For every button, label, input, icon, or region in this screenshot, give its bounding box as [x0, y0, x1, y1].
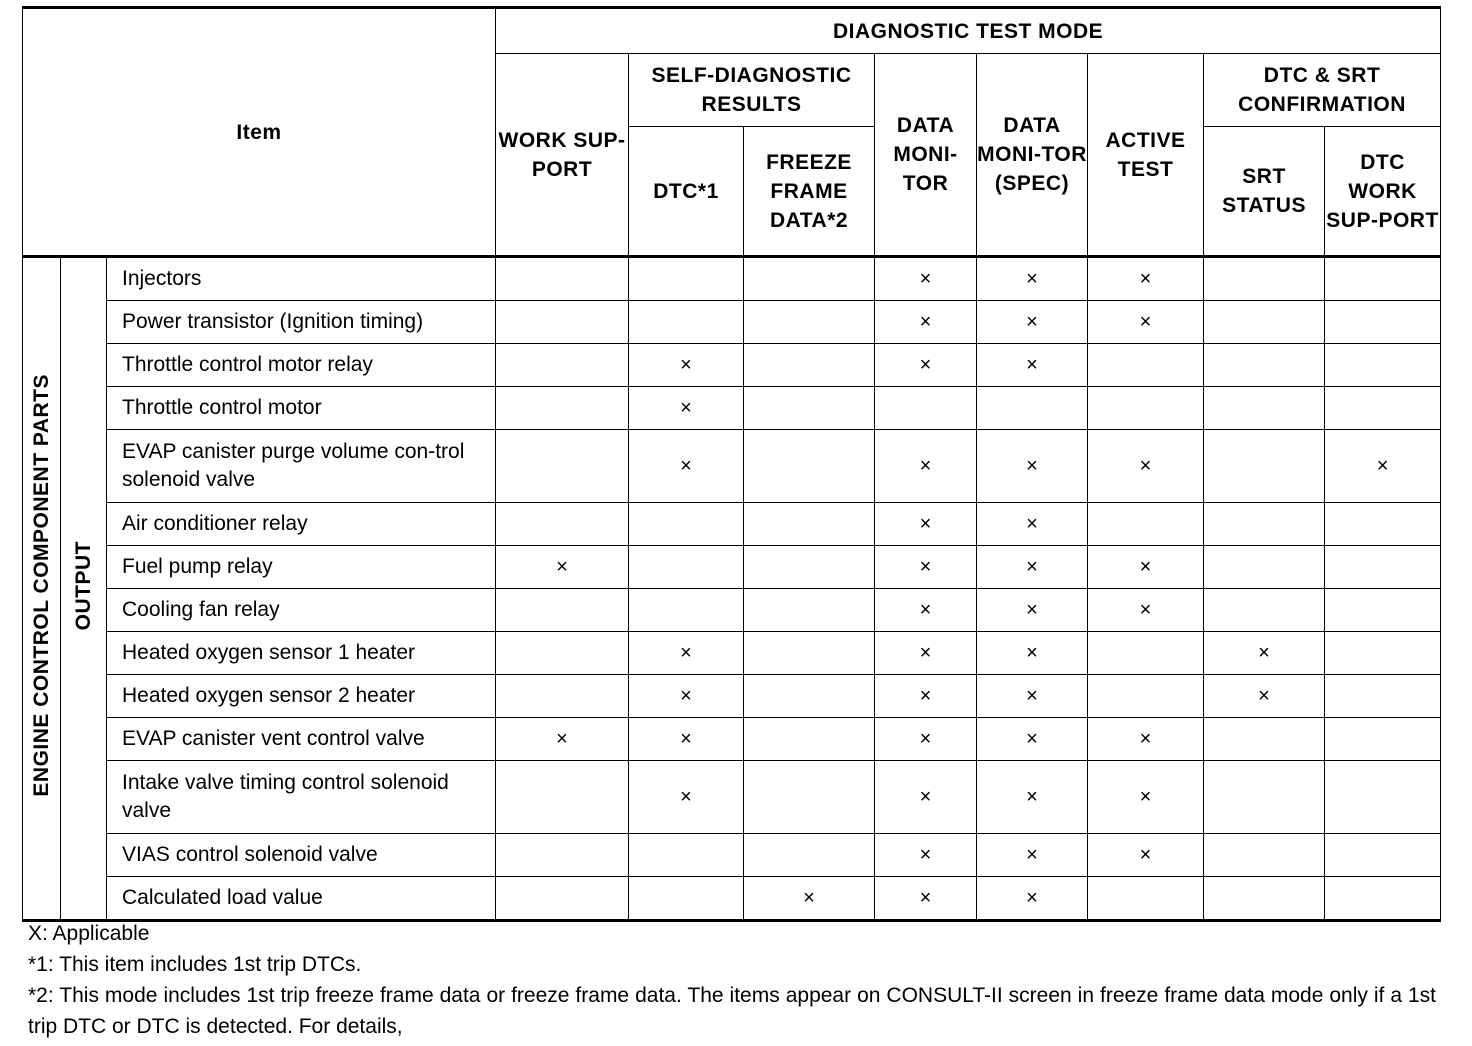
mark-cell: [1325, 546, 1441, 589]
mark-cell: [1204, 344, 1325, 387]
mark-cell: ×: [1204, 675, 1325, 718]
mark-cell: ×: [629, 344, 744, 387]
table-body: [23, 257, 1441, 921]
mark-cell: ×: [496, 546, 629, 589]
mark-cell: [629, 257, 744, 301]
mark-cell: ×: [629, 761, 744, 834]
mark-cell: [1088, 632, 1204, 675]
mark-cell: [1204, 301, 1325, 344]
note-applicable: X: Applicable: [28, 922, 150, 945]
active-test-header: ACTIVE TEST: [1088, 54, 1204, 257]
mark-cell: ×: [875, 877, 977, 921]
item-cell: Intake valve timing control solenoid valve: [107, 761, 496, 834]
mark-cell: [496, 675, 629, 718]
item-cell: Injectors: [107, 257, 496, 301]
mark-cell: [744, 675, 875, 718]
footnotes: [28, 918, 1436, 1042]
mark-cell: [1325, 257, 1441, 301]
dtc-work-support-header: DTC WORK SUP-PORT: [1325, 127, 1441, 257]
srt-status-header: SRT STATUS: [1204, 127, 1325, 257]
mark-cell: [496, 387, 629, 430]
mark-cell: ×: [977, 834, 1088, 877]
item-header: Item: [23, 8, 496, 257]
mark-cell: [1325, 834, 1441, 877]
mark-cell: ×: [875, 430, 977, 503]
mark-cell: [496, 632, 629, 675]
mark-cell: ×: [977, 589, 1088, 632]
mark-cell: [744, 503, 875, 546]
mark-cell: [1204, 718, 1325, 761]
mark-cell: ×: [977, 257, 1088, 301]
mark-cell: [1088, 877, 1204, 921]
mark-cell: ×: [875, 546, 977, 589]
table-row: [23, 675, 1441, 718]
mark-cell: ×: [875, 718, 977, 761]
mark-cell: [744, 387, 875, 430]
item-cell: Fuel pump relay: [107, 546, 496, 589]
mark-cell: [496, 589, 629, 632]
output-text: OUTPUT: [71, 540, 95, 631]
table-row: [23, 387, 1441, 430]
table-row: [23, 718, 1441, 761]
mark-cell: ×: [875, 834, 977, 877]
item-cell: Calculated load value: [107, 877, 496, 921]
mark-cell: [1204, 257, 1325, 301]
mark-cell: ×: [1088, 430, 1204, 503]
item-cell: EVAP canister purge volume con-trol solenoid valve: [107, 430, 496, 503]
mark-cell: [744, 761, 875, 834]
mark-cell: ×: [977, 718, 1088, 761]
mark-cell: [1325, 387, 1441, 430]
mark-cell: ×: [977, 761, 1088, 834]
diagnostic-table-page: [22, 6, 1440, 1038]
mark-cell: [1204, 589, 1325, 632]
mark-cell: [744, 546, 875, 589]
mark-cell: [496, 761, 629, 834]
mark-cell: ×: [875, 589, 977, 632]
table-row: [23, 257, 1441, 301]
mark-cell: ×: [629, 430, 744, 503]
mark-cell: [629, 877, 744, 921]
mark-cell: ×: [1088, 301, 1204, 344]
mark-cell: [1325, 675, 1441, 718]
mark-cell: ×: [875, 761, 977, 834]
mark-cell: [744, 344, 875, 387]
mark-cell: [629, 546, 744, 589]
mark-cell: [977, 387, 1088, 430]
mark-cell: ×: [977, 632, 1088, 675]
mark-cell: [1204, 503, 1325, 546]
mark-cell: ×: [1088, 589, 1204, 632]
mark-cell: ×: [977, 877, 1088, 921]
mark-cell: [744, 301, 875, 344]
mark-cell: ×: [977, 430, 1088, 503]
table-row: [23, 761, 1441, 834]
mark-cell: [629, 589, 744, 632]
table-row: [23, 503, 1441, 546]
mark-cell: ×: [875, 675, 977, 718]
mark-cell: [744, 834, 875, 877]
table-row: [23, 589, 1441, 632]
table-row: [23, 301, 1441, 344]
item-cell: Heated oxygen sensor 1 heater: [107, 632, 496, 675]
mark-cell: [744, 632, 875, 675]
table-row: [23, 430, 1441, 503]
mark-cell: ×: [977, 675, 1088, 718]
mark-cell: [1088, 675, 1204, 718]
note-2: *2: This mode includes 1st trip freeze frame data or freeze frame data. The items appear on CONSULT-II screen in freeze frame data mode only if a 1st trip DTC or DTC is detected. For details,: [28, 984, 1436, 1038]
mark-cell: [1325, 632, 1441, 675]
self-diagnostic-results-header: SELF-DIAGNOSTIC RESULTS: [629, 54, 875, 127]
mark-cell: [875, 387, 977, 430]
mark-cell: ×: [875, 632, 977, 675]
mark-cell: [744, 430, 875, 503]
engine-control-component-parts-text: ENGINE CONTROL COMPONENT PARTS: [29, 374, 53, 797]
engine-control-component-parts-label: [23, 257, 61, 921]
table-row: [23, 834, 1441, 877]
mark-cell: [744, 589, 875, 632]
table-row: [23, 632, 1441, 675]
data-monitor-header: DATA MONI-TOR: [875, 54, 977, 257]
mark-cell: [1325, 301, 1441, 344]
mark-cell: ×: [1204, 632, 1325, 675]
mark-cell: ×: [875, 257, 977, 301]
mark-cell: [496, 834, 629, 877]
mark-cell: [1325, 503, 1441, 546]
mark-cell: ×: [1088, 761, 1204, 834]
mark-cell: ×: [629, 632, 744, 675]
table-row: [23, 344, 1441, 387]
item-cell: Power transistor (Ignition timing): [107, 301, 496, 344]
item-cell: Air conditioner relay: [107, 503, 496, 546]
mark-cell: [1204, 834, 1325, 877]
mark-cell: [496, 301, 629, 344]
mark-cell: ×: [496, 718, 629, 761]
mark-cell: [1204, 546, 1325, 589]
mark-cell: [744, 718, 875, 761]
mark-cell: [496, 430, 629, 503]
mark-cell: [1325, 877, 1441, 921]
mark-cell: [1088, 503, 1204, 546]
mark-cell: [496, 877, 629, 921]
mark-cell: ×: [629, 718, 744, 761]
table-row: [23, 877, 1441, 921]
mark-cell: ×: [1325, 430, 1441, 503]
output-label: [61, 257, 107, 921]
data-monitor-spec-header: DATA MONI-TOR (SPEC): [977, 54, 1088, 257]
mark-cell: ×: [875, 344, 977, 387]
item-cell: Heated oxygen sensor 2 heater: [107, 675, 496, 718]
item-cell: EVAP canister vent control valve: [107, 718, 496, 761]
mark-cell: [1204, 387, 1325, 430]
mark-cell: [629, 503, 744, 546]
mark-cell: [496, 257, 629, 301]
dtc-header: DTC*1: [629, 127, 744, 257]
mark-cell: ×: [1088, 257, 1204, 301]
mark-cell: [1325, 718, 1441, 761]
mark-cell: [496, 503, 629, 546]
mark-cell: [629, 301, 744, 344]
mark-cell: [1204, 761, 1325, 834]
work-support-header: WORK SUP-PORT: [496, 54, 629, 257]
mark-cell: ×: [875, 301, 977, 344]
mark-cell: [1325, 589, 1441, 632]
item-cell: Throttle control motor relay: [107, 344, 496, 387]
mark-cell: ×: [977, 503, 1088, 546]
item-cell: Cooling fan relay: [107, 589, 496, 632]
mark-cell: ×: [977, 546, 1088, 589]
dtc-srt-confirmation-header: DTC & SRT CONFIRMATION: [1204, 54, 1441, 127]
mark-cell: [1325, 344, 1441, 387]
mark-cell: [1088, 387, 1204, 430]
mark-cell: ×: [629, 675, 744, 718]
diagnostic-test-mode-table: [22, 6, 1441, 922]
mark-cell: [1204, 877, 1325, 921]
mark-cell: [1204, 430, 1325, 503]
mark-cell: [496, 344, 629, 387]
mark-cell: ×: [875, 503, 977, 546]
mark-cell: [1088, 344, 1204, 387]
diagnostic-test-mode-header: DIAGNOSTIC TEST MODE: [496, 8, 1441, 54]
mark-cell: ×: [1088, 718, 1204, 761]
mark-cell: ×: [744, 877, 875, 921]
item-cell: VIAS control solenoid valve: [107, 834, 496, 877]
item-cell: Throttle control motor: [107, 387, 496, 430]
mark-cell: ×: [977, 344, 1088, 387]
table-row: [23, 546, 1441, 589]
freeze-frame-header: FREEZE FRAME DATA*2: [744, 127, 875, 257]
mark-cell: ×: [1088, 546, 1204, 589]
mark-cell: [744, 257, 875, 301]
mark-cell: ×: [977, 301, 1088, 344]
mark-cell: [1325, 761, 1441, 834]
mark-cell: ×: [1088, 834, 1204, 877]
note-1: *1: This item includes 1st trip DTCs.: [28, 953, 362, 976]
mark-cell: ×: [629, 387, 744, 430]
mark-cell: [629, 834, 744, 877]
